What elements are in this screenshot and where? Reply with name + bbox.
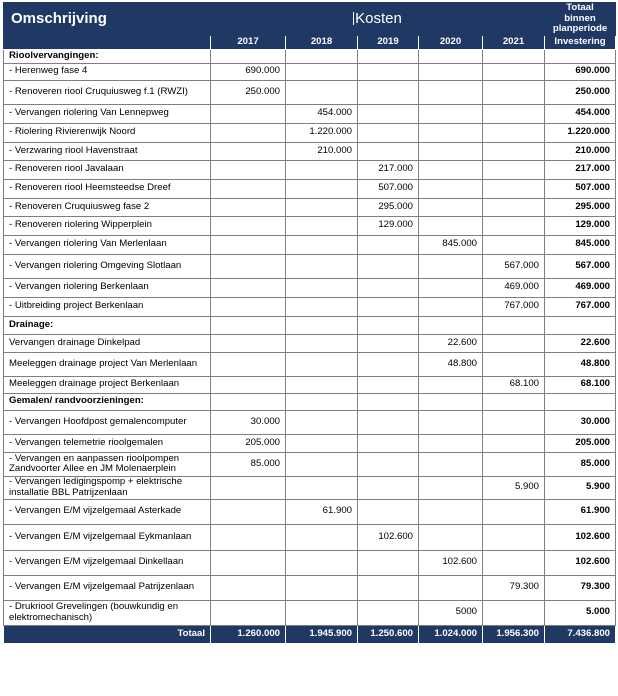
year-value-cell: 507.000	[358, 179, 419, 198]
investment-total-cell	[545, 393, 616, 410]
year-value-cell	[419, 575, 483, 600]
item-label: - Vervangen ledigingspomp + elektrische installatie BBL Patrijzenlaan	[4, 476, 211, 499]
kosten-header	[211, 3, 545, 36]
year-value-cell	[419, 216, 483, 235]
year-value-cell	[286, 297, 358, 316]
year-value-cell	[211, 235, 286, 254]
year-value-cell	[211, 104, 286, 123]
year-value-cell: 85.000	[211, 452, 286, 476]
year-value-cell	[483, 352, 545, 376]
item-label: Meeleggen drainage project Berkenlaan	[4, 376, 211, 393]
table-row	[4, 352, 616, 376]
year-header: 2019	[358, 35, 419, 49]
year-value-cell	[358, 316, 419, 334]
year-value-cell	[419, 393, 483, 410]
year-value-cell	[358, 235, 419, 254]
table-row	[4, 297, 616, 316]
year-value-cell	[419, 123, 483, 142]
table-row	[4, 550, 616, 575]
table-row	[4, 334, 616, 352]
investment-total-cell: 767.000	[545, 297, 616, 316]
year-value-cell	[358, 49, 419, 63]
year-value-cell	[358, 297, 419, 316]
year-value-cell	[286, 179, 358, 198]
item-label: - Drukriool Grevelingen (bouwkundig en elektromechanisch)	[4, 600, 211, 625]
investment-total-cell: 567.000	[545, 254, 616, 278]
investment-total-cell: 68.100	[545, 376, 616, 393]
item-label: - Vervangen riolering Van Lennepweg	[4, 104, 211, 123]
year-value-cell	[358, 575, 419, 600]
year-value-cell	[483, 198, 545, 216]
year-value-cell	[419, 410, 483, 434]
year-value-cell	[483, 334, 545, 352]
item-label: - Vervangen riolering Berkenlaan	[4, 278, 211, 297]
year-value-cell	[211, 476, 286, 499]
year-header: 2017	[211, 35, 286, 49]
year-value-cell	[419, 452, 483, 476]
year-value-cell	[358, 142, 419, 160]
table-row	[4, 452, 616, 476]
item-label: - Vervangen E/M vijzelgemaal Patrijzenlaan	[4, 575, 211, 600]
year-value-cell	[358, 452, 419, 476]
year-value-cell	[419, 316, 483, 334]
year-value-cell: 30.000	[211, 410, 286, 434]
table-row	[4, 142, 616, 160]
year-value-cell	[286, 316, 358, 334]
item-label: - Herenweg fase 4	[4, 63, 211, 80]
year-value-cell	[211, 160, 286, 179]
year-value-cell	[358, 334, 419, 352]
year-value-cell	[358, 410, 419, 434]
year-value-cell: 205.000	[211, 434, 286, 452]
year-value-cell	[483, 142, 545, 160]
year-value-cell	[483, 160, 545, 179]
table-row	[4, 410, 616, 434]
investment-total-cell: 102.600	[545, 524, 616, 550]
year-header: 2020	[419, 35, 483, 49]
year-value-cell	[211, 216, 286, 235]
grand-total-value: 7.436.800	[545, 625, 616, 643]
table-row	[4, 278, 616, 297]
investment-total-cell	[545, 49, 616, 63]
year-value-cell: 469.000	[483, 278, 545, 297]
year-value-cell	[286, 198, 358, 216]
table-row	[4, 476, 616, 499]
year-value-cell	[483, 434, 545, 452]
year-value-cell	[211, 198, 286, 216]
year-value-cell	[286, 216, 358, 235]
year-value-cell	[419, 499, 483, 524]
item-label: - Vervangen riolering Van Merlenlaan	[4, 235, 211, 254]
year-value-cell	[483, 179, 545, 198]
investment-total-cell: 48.800	[545, 352, 616, 376]
item-label: - Vervangen Hoofdpost gemalencomputer	[4, 410, 211, 434]
item-label: - Verzwaring riool Havenstraat	[4, 142, 211, 160]
year-value-cell	[358, 104, 419, 123]
cost-table-container	[3, 2, 615, 644]
total-year-value: 1.260.000	[211, 625, 286, 643]
year-value-cell	[211, 376, 286, 393]
table-row	[4, 216, 616, 235]
total-year-value: 1.250.600	[358, 625, 419, 643]
year-value-cell	[358, 254, 419, 278]
year-value-cell: 5.900	[483, 476, 545, 499]
investment-total-cell: 469.000	[545, 278, 616, 297]
investment-total-cell: 210.000	[545, 142, 616, 160]
section-row	[4, 49, 616, 63]
year-value-cell	[419, 254, 483, 278]
year-value-cell	[211, 278, 286, 297]
investment-total-cell: 61.900	[545, 499, 616, 524]
table-row	[4, 254, 616, 278]
year-value-cell	[286, 235, 358, 254]
item-label: - Vervangen riolering Omgeving Slotlaan	[4, 254, 211, 278]
year-value-cell	[419, 160, 483, 179]
header-row-top	[4, 3, 616, 36]
year-value-cell	[419, 80, 483, 104]
year-value-cell	[358, 278, 419, 297]
totaal-line-2: binnen	[564, 12, 596, 24]
kosten-label: Kosten	[355, 10, 402, 28]
year-value-cell	[211, 393, 286, 410]
year-value-cell	[211, 49, 286, 63]
table-row	[4, 104, 616, 123]
year-value-cell	[358, 352, 419, 376]
total-year-value: 1.945.900	[286, 625, 358, 643]
year-value-cell	[419, 104, 483, 123]
item-label: - Vervangen E/M vijzelgemaal Dinkellaan	[4, 550, 211, 575]
totaal-header	[545, 3, 616, 36]
year-value-cell	[286, 452, 358, 476]
table-body	[4, 49, 616, 625]
year-value-cell: 79.300	[483, 575, 545, 600]
investment-total-cell: 79.300	[545, 575, 616, 600]
year-value-cell	[358, 80, 419, 104]
year-value-cell	[483, 63, 545, 80]
section-row	[4, 393, 616, 410]
year-value-cell: 102.600	[419, 550, 483, 575]
header-row-years	[4, 35, 616, 49]
total-year-value: 1.956.300	[483, 625, 545, 643]
year-value-cell	[286, 63, 358, 80]
table-row	[4, 160, 616, 179]
year-value-cell	[286, 352, 358, 376]
year-value-cell	[211, 334, 286, 352]
investment-total-cell	[545, 316, 616, 334]
year-value-cell: 68.100	[483, 376, 545, 393]
year-value-cell	[483, 600, 545, 625]
year-value-cell	[286, 80, 358, 104]
cost-table	[3, 2, 616, 644]
year-value-cell	[286, 575, 358, 600]
table-row	[4, 123, 616, 142]
year-value-cell	[358, 600, 419, 625]
investment-total-cell: 5.900	[545, 476, 616, 499]
table-row	[4, 376, 616, 393]
year-value-cell	[211, 499, 286, 524]
section-label: Rioolvervangingen:	[4, 49, 211, 63]
item-label: Vervangen drainage Dinkelpad	[4, 334, 211, 352]
item-label: - Riolering Rivierenwijk Noord	[4, 123, 211, 142]
year-value-cell	[286, 550, 358, 575]
year-value-cell	[286, 393, 358, 410]
year-value-cell: 845.000	[419, 235, 483, 254]
totaal-line-3: planperiode	[552, 23, 608, 34]
year-value-cell	[358, 550, 419, 575]
year-value-cell	[211, 297, 286, 316]
year-value-cell	[286, 476, 358, 499]
investment-total-cell: 454.000	[545, 104, 616, 123]
year-value-cell	[286, 376, 358, 393]
year-value-cell	[286, 600, 358, 625]
investment-total-cell: 250.000	[545, 80, 616, 104]
item-label: - Vervangen en aanpassen rioolpompen Zandvoorter Allee en JM Molenaerplein	[4, 452, 211, 476]
year-value-cell	[211, 575, 286, 600]
table-row	[4, 434, 616, 452]
year-value-cell	[419, 142, 483, 160]
investment-total-cell: 295.000	[545, 198, 616, 216]
year-value-cell	[358, 123, 419, 142]
year-value-cell	[483, 524, 545, 550]
year-value-cell: 567.000	[483, 254, 545, 278]
table-row	[4, 524, 616, 550]
table-row	[4, 575, 616, 600]
table-row	[4, 80, 616, 104]
year-value-cell	[419, 297, 483, 316]
year-value-cell: 48.800	[419, 352, 483, 376]
total-row	[4, 625, 616, 643]
year-value-cell	[483, 499, 545, 524]
item-label: - Renoveren riool Javalaan	[4, 160, 211, 179]
table-row	[4, 198, 616, 216]
year-value-cell: 250.000	[211, 80, 286, 104]
year-value-cell	[286, 160, 358, 179]
year-value-cell	[419, 198, 483, 216]
year-value-cell: 22.600	[419, 334, 483, 352]
year-value-cell: 295.000	[358, 198, 419, 216]
year-value-cell: 210.000	[286, 142, 358, 160]
year-value-cell	[286, 254, 358, 278]
investment-total-cell: 205.000	[545, 434, 616, 452]
year-value-cell	[358, 499, 419, 524]
year-value-cell	[419, 524, 483, 550]
year-value-cell	[419, 376, 483, 393]
item-label: - Renoveren Cruquiusweg fase 2	[4, 198, 211, 216]
item-label: - Renoveren riolering Wipperplein	[4, 216, 211, 235]
table-row	[4, 235, 616, 254]
year-header: 2018	[286, 35, 358, 49]
year-value-cell	[211, 524, 286, 550]
year-value-cell	[211, 123, 286, 142]
year-value-cell	[211, 550, 286, 575]
year-value-cell	[419, 476, 483, 499]
year-value-cell	[483, 393, 545, 410]
year-header: 2021	[483, 35, 545, 49]
investment-total-cell: 5.000	[545, 600, 616, 625]
year-value-cell	[419, 63, 483, 80]
year-value-cell: 217.000	[358, 160, 419, 179]
year-value-cell	[419, 179, 483, 198]
year-value-cell: 454.000	[286, 104, 358, 123]
year-value-cell: 102.600	[358, 524, 419, 550]
year-value-cell	[211, 179, 286, 198]
investment-total-cell: 30.000	[545, 410, 616, 434]
year-value-cell	[286, 410, 358, 434]
year-value-cell	[483, 104, 545, 123]
total-label: Totaal	[4, 625, 211, 643]
total-year-value: 1.024.000	[419, 625, 483, 643]
investment-total-cell: 1.220.000	[545, 123, 616, 142]
year-value-cell	[358, 393, 419, 410]
investering-header: Investering	[545, 35, 616, 49]
totaal-line-1: Totaal	[566, 2, 594, 13]
year-value-cell	[211, 316, 286, 334]
year-value-cell	[211, 142, 286, 160]
investment-total-cell: 85.000	[545, 452, 616, 476]
year-value-cell	[211, 600, 286, 625]
year-value-cell: 767.000	[483, 297, 545, 316]
investment-total-cell: 845.000	[545, 235, 616, 254]
investment-total-cell: 129.000	[545, 216, 616, 235]
item-label: - Vervangen telemetrie rioolgemalen	[4, 434, 211, 452]
table-row	[4, 499, 616, 524]
year-value-cell	[211, 254, 286, 278]
year-value-cell: 1.220.000	[286, 123, 358, 142]
section-row	[4, 316, 616, 334]
investment-total-cell: 217.000	[545, 160, 616, 179]
year-value-cell	[483, 80, 545, 104]
investment-total-cell: 690.000	[545, 63, 616, 80]
year-value-cell: 5000	[419, 600, 483, 625]
year-value-cell	[358, 476, 419, 499]
omschrijving-header: Omschrijving	[4, 3, 211, 36]
table-row	[4, 179, 616, 198]
investment-total-cell: 507.000	[545, 179, 616, 198]
year-value-cell: 690.000	[211, 63, 286, 80]
year-value-cell	[483, 316, 545, 334]
table-row	[4, 600, 616, 625]
year-value-cell	[483, 216, 545, 235]
year-value-cell	[419, 49, 483, 63]
year-value-cell	[286, 334, 358, 352]
year-value-cell	[211, 352, 286, 376]
year-value-cell	[358, 434, 419, 452]
year-value-cell	[286, 278, 358, 297]
year-value-cell	[358, 376, 419, 393]
year-value-cell	[286, 524, 358, 550]
year-value-cell	[358, 63, 419, 80]
year-value-cell	[286, 434, 358, 452]
investment-total-cell: 22.600	[545, 334, 616, 352]
item-label: - Vervangen E/M vijzelgemaal Asterkade	[4, 499, 211, 524]
section-label: Gemalen/ randvoorzieningen:	[4, 393, 211, 410]
item-label: - Uitbreiding project Berkenlaan	[4, 297, 211, 316]
year-value-cell	[483, 550, 545, 575]
year-value-cell	[483, 49, 545, 63]
year-value-cell	[286, 49, 358, 63]
year-value-cell	[483, 235, 545, 254]
item-label: Meeleggen drainage project Van Merlenlaan	[4, 352, 211, 376]
table-row	[4, 63, 616, 80]
text-cursor-icon	[353, 12, 354, 25]
item-label: - Renoveren riool Cruquiusweg f.1 (RWZI)	[4, 80, 211, 104]
year-value-cell: 129.000	[358, 216, 419, 235]
investment-total-cell: 102.600	[545, 550, 616, 575]
year-value-cell	[419, 434, 483, 452]
item-label: - Renoveren riool Heemsteedse Dreef	[4, 179, 211, 198]
omschrijving-header-blank	[4, 35, 211, 49]
year-value-cell	[483, 123, 545, 142]
year-value-cell: 61.900	[286, 499, 358, 524]
section-label: Drainage:	[4, 316, 211, 334]
year-value-cell	[483, 452, 545, 476]
year-value-cell	[419, 278, 483, 297]
item-label: - Vervangen E/M vijzelgemaal Eykmanlaan	[4, 524, 211, 550]
year-value-cell	[483, 410, 545, 434]
